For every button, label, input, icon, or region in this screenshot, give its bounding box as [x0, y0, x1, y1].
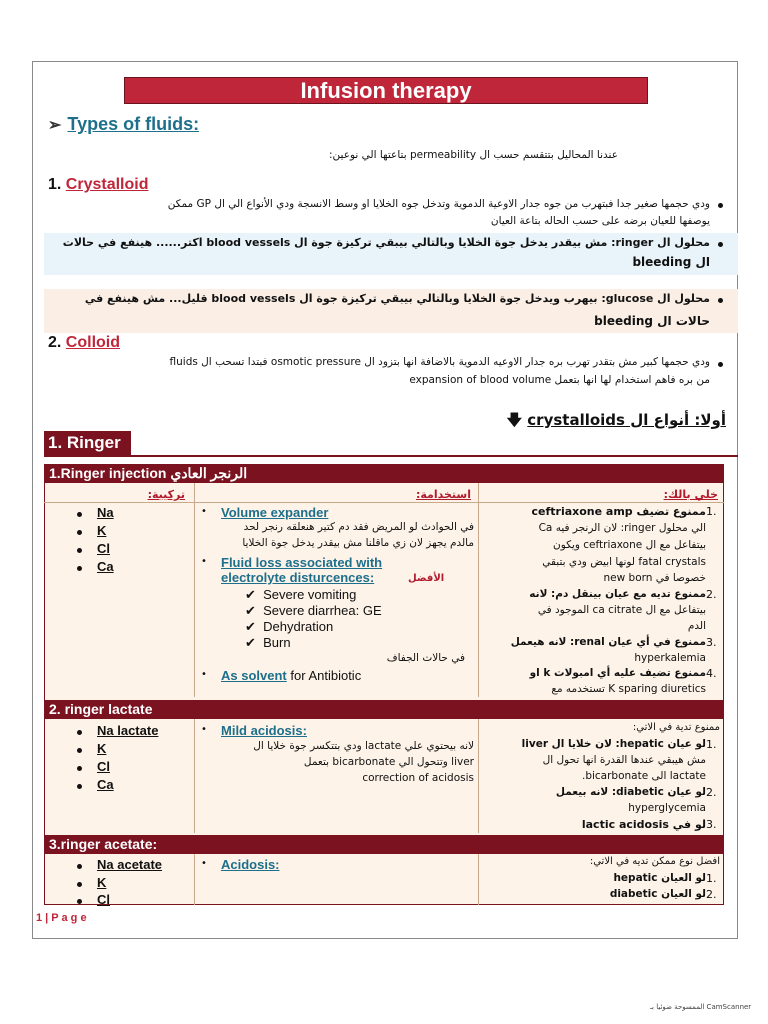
types-heading-text: Types of fluids: — [67, 114, 200, 134]
bullet-icon — [77, 882, 82, 887]
table-divider — [194, 719, 195, 833]
care-line: ممنوع تضيف ceftriaxone amp — [531, 505, 706, 518]
crystalloid-heading — [48, 176, 148, 194]
bullet-icon — [718, 203, 723, 208]
table-divider — [44, 502, 724, 503]
page-number: 1 | P a g e — [36, 912, 87, 924]
crystalloids-types-text: أولا: أنواع ال crystalloids — [527, 411, 726, 429]
check-item: ✔ Dehydration — [245, 619, 334, 634]
arrow-icon: ➢ — [48, 117, 62, 134]
care-line: fatal crystals لونها ابيض ودي بتبقي — [542, 556, 706, 568]
care-line: مش هيبقي عندها القدرة انها تحول ال — [542, 754, 706, 766]
bullet-icon — [718, 298, 723, 303]
care-line: K sparing diuretics تستخدمه مع — [551, 683, 706, 695]
bullet-icon — [77, 566, 82, 571]
care-line: lactate الى bicarbonate. — [581, 770, 706, 782]
use-volume-expander: Volume expander — [221, 505, 329, 520]
care-line: الدم — [687, 620, 706, 632]
use-text: لانه بيحتوي علي lactate ودي بتتكسر جوة خلايا ال — [253, 740, 474, 752]
scanner-watermark: الممسوحة ضوئيا بـ CamScanner — [650, 1003, 752, 1011]
table-divider — [478, 483, 479, 697]
check-item: ✔ Severe vomiting — [245, 587, 357, 602]
ringer-acetate-bar: 3.ringer acetate: — [44, 835, 724, 854]
ringer-injection-bar: 1.Ringer injection الرنجر العادي — [44, 464, 724, 483]
ringer-note-line1: محلول ال ringer: مش بيقدر يدخل جوة الخلايا وبالتالي بيبقي تركيزة جوة ال blood vessels اكتر...... هينفع في حالات — [62, 236, 710, 249]
use-text: مالدم يجهز لان زي ماقلنا مش بيقدر يدخل جوة الخلايا — [242, 537, 474, 549]
dehydration-note: في حالات الجفاف — [386, 652, 465, 664]
care-line: بيتفاعل مع ال ceftriaxone ويكون — [553, 539, 706, 551]
colloid-line1: ودي حجمها كبير مش بتقدر تهرب بره جدار الاوعيه الدموية بالاضافة انها بتزود ال osmotic pressure فبتدا تسحب ال fluids — [169, 356, 710, 368]
bullet-icon — [77, 512, 82, 517]
bullet-icon — [77, 548, 82, 553]
comp-item: K — [97, 523, 107, 538]
comp-item: Cl — [97, 759, 110, 774]
col-caution: خلي بالك: — [663, 488, 718, 501]
care-line: ممنوع تضيف عليه أي امبولات k او — [529, 667, 706, 679]
care-num: 4. — [706, 667, 717, 680]
care-line: لو عيان diabetic: لانه بيعمل — [555, 786, 706, 798]
care-num: 2. — [706, 588, 717, 601]
care-line: hyperglycemia — [628, 802, 706, 814]
ringer-lactate-bar: 2. ringer lactate — [44, 700, 724, 719]
bullet-icon: • — [201, 506, 207, 517]
check-text: Severe vomiting — [263, 587, 357, 602]
bullet-icon — [77, 530, 82, 535]
glucose-note-line2: حالات ال bleeding — [594, 314, 710, 328]
use-fluid-loss: Fluid loss associated with — [221, 555, 383, 570]
care-line: خصوصا في new born — [603, 572, 706, 584]
page-title: Infusion therapy — [124, 77, 648, 104]
bullet-icon — [718, 362, 723, 367]
comp-item: Na — [97, 505, 114, 520]
care-num: 1. — [706, 738, 717, 751]
use-text: liver وتتحول الي bicarbonate بتعمل — [303, 756, 474, 768]
bullet-icon — [77, 730, 82, 735]
colloid-line2: من بره فاهم استخدام لها انها بتعمل expansion of blood volume — [409, 374, 710, 386]
table-divider — [478, 719, 479, 833]
comp-item: Na acetate — [97, 857, 163, 872]
glucose-note-line1: محلول ال glucose: بيهرب ويدخل جوة الخلايا وبالتالي بيبقي تركيزة جوة ال blood vessels قليل... مش هينفع في — [84, 292, 710, 305]
care-line: لو في lactic acidosis — [581, 818, 706, 831]
care-line: لو العيان hepatic — [613, 872, 706, 884]
comp-item: Cl — [97, 541, 110, 556]
care-num: 1. — [706, 872, 717, 885]
care-num: 3. — [706, 818, 717, 831]
crystalloid-line1: ودي حجمها صغير جدا فبتهرب من جوه جدار الاوعية الدموية وتدخل جوه الخلايا او وسط الانسجة ودي الأنواع الي ال GP ممكن — [167, 198, 710, 210]
care-line: ممنوع في أي عيان renal: لانه هيعمل — [510, 636, 706, 648]
care-line: ممنوع تدية في الاتي: — [632, 722, 720, 733]
bullet-icon: • — [201, 556, 207, 567]
care-line: لو عيان hepatic: لان خلايا ال liver — [521, 738, 706, 750]
bullet-icon: • — [201, 858, 207, 869]
comp-item: Ca — [97, 777, 114, 792]
arrow-down-icon: 🡇 — [506, 411, 523, 429]
bullet-icon: • — [201, 669, 207, 680]
table-divider — [194, 483, 195, 697]
care-line: بيتفاعل مع ال ca citrate الموجود في — [537, 604, 706, 616]
best-label: الأفضل — [408, 573, 445, 584]
use-text: correction of acidosis — [362, 772, 474, 784]
check-text: Severe diarrhea: GE — [263, 603, 382, 618]
intro-line: عندنا المحاليل بتتقسم حسب ال permeability بتاعتها الي نوعين: — [329, 149, 618, 161]
care-line: hyperkalemia — [634, 652, 706, 664]
use-fluid-loss: electrolyte disturcences: — [221, 570, 375, 585]
use-solvent — [221, 668, 361, 683]
table-divider — [194, 854, 195, 905]
crystalloids-types-heading — [507, 410, 726, 435]
ringer-heading: 1. Ringer — [44, 431, 131, 455]
ringer-heading-rule — [44, 455, 738, 457]
colloid-num: 2. — [48, 334, 62, 351]
table-divider — [478, 854, 479, 905]
bullet-icon — [77, 748, 82, 753]
care-num: 3. — [706, 636, 717, 649]
check-item: ✔ Severe diarrhea: GE — [245, 603, 382, 618]
solvent-rest: for Antibiotic — [290, 668, 362, 683]
comp-item: Ca — [97, 559, 114, 574]
care-line: لو العيان diabetic — [609, 888, 706, 900]
care-line: الي محلول ringer: لان الرنجر فيه Ca — [538, 522, 706, 534]
bullet-icon — [77, 864, 82, 869]
col-composition: تركيبة: — [147, 488, 185, 501]
use-acidosis: Acidosis: — [221, 857, 280, 872]
use-text: في الحوادث لو المريض فقد دم كتير هنعلقه رنجر لحد — [243, 521, 474, 533]
solvent-label: As solvent — [221, 668, 287, 683]
ringer-note-line2: ال bleeding — [632, 255, 710, 269]
types-heading — [48, 114, 199, 135]
comp-item: Cl — [97, 892, 110, 907]
col-usage: استخدامة: — [415, 488, 471, 501]
comp-item: Na lactate — [97, 723, 159, 738]
crystalloid-num: 1. — [48, 176, 62, 193]
bullet-icon — [77, 899, 82, 904]
care-num: 2. — [706, 786, 717, 799]
bullet-icon — [718, 242, 723, 247]
care-num: 2. — [706, 888, 717, 901]
colloid-heading — [48, 334, 120, 352]
check-text: Burn — [263, 635, 291, 650]
care-line: افضل نوع ممكن تديه في الاتي: — [589, 856, 720, 867]
care-num: 1. — [706, 505, 717, 518]
crystalloid-line2: يوصفها للعيان برضه على حسب الحاله بتاعة العيان — [490, 215, 710, 227]
bullet-icon: • — [201, 724, 207, 735]
comp-item: K — [97, 741, 107, 756]
crystalloid-name: Crystalloid — [65, 176, 149, 193]
comp-item: K — [97, 875, 107, 890]
colloid-name: Colloid — [65, 334, 121, 351]
use-mild-acidosis: Mild acidosis: — [221, 723, 307, 738]
check-item: ✔ Burn — [245, 635, 291, 650]
bullet-icon — [77, 784, 82, 789]
bullet-icon — [77, 766, 82, 771]
care-line: ممنوع تديه مع عيان بينقل دم: لانه — [529, 588, 706, 600]
check-text: Dehydration — [263, 619, 334, 634]
